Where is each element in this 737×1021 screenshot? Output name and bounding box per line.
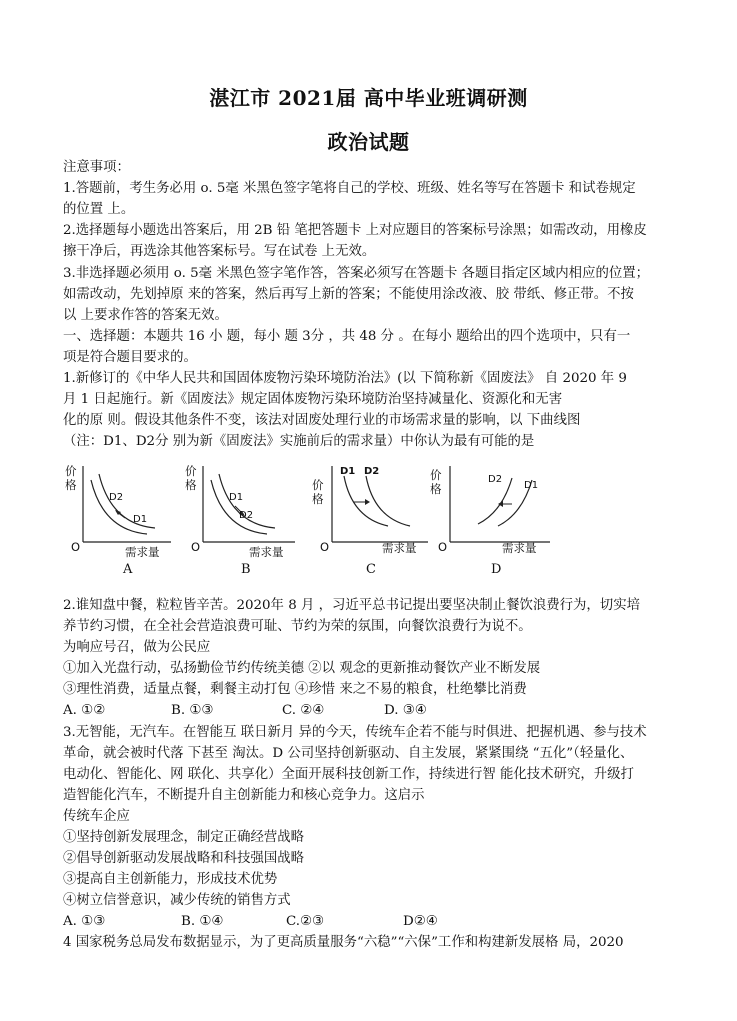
x-axis-label: 需求量 (125, 545, 160, 559)
notes-line: 1.答题前，考生务必用 o. 5毫 米黑色签字笔将自己的学校、班级、姓名等写在答题卡 和试卷规定 (63, 181, 636, 196)
notes-line: 2.选择题每小题选出答案后，用 2B 铅 笔把答题卡 上对应题目的答案标号涂黑；如需改动，用橡皮 (63, 223, 647, 238)
y-axis-label: 价格 (185, 464, 197, 492)
curve-label: D1 (524, 480, 539, 491)
answer-option: C. ②④ (282, 703, 325, 718)
answer-option: D②④ (403, 914, 438, 929)
answer-option: B. ①③ (171, 703, 214, 718)
question-3-statement: ②倡导创新驱动发展战略和科技强国战略 (63, 851, 305, 866)
question-3-statement: ③提高自主创新能力，形成技术优势 (63, 872, 278, 887)
graph-option-label: B (241, 562, 251, 577)
curve-label: D1 (229, 492, 244, 503)
y-axis-label: 价格 (312, 478, 324, 506)
notes-heading: 注意事项： (63, 160, 130, 175)
question-1-text: 1.新修订的《中华人民共和国固体废物污染环境防治法》(以 下简称新《固废法》 自 2020 年 9 (63, 371, 627, 386)
curve-label: D1 (133, 514, 148, 525)
graph-option-a (63, 458, 173, 578)
question-3-text: 传统车企应 (63, 809, 130, 824)
y-axis-label: 价格 (65, 464, 77, 492)
graph-option-label: A (123, 562, 133, 577)
answer-option: B. ①④ (181, 914, 224, 929)
graph-option-label: D (491, 562, 502, 577)
question-2-text: 养节约习惯，在全社会营造浪费可耻、节约为荣的氛围，向餐饮浪费行为说不。 (63, 619, 532, 634)
origin-label: O (191, 540, 201, 554)
notes-line: 3.非选择题必须用 o. 5毫 米黑色签字笔作答，答案必须写在答题卡 各题目指定区域内相应的位置； (63, 266, 650, 281)
question-3-statement: ④树立信誉意识，减少传统的销售方式 (63, 893, 291, 908)
graph-option-b (183, 458, 298, 578)
graph-option-c (312, 458, 432, 578)
graph-option-label: C (366, 562, 376, 577)
curve-label: D2 (109, 492, 124, 503)
curve-label: D1 (340, 466, 356, 477)
page-subtitle: 政治试题 (327, 130, 410, 154)
question-3-text: 3.无智能，无汽车。在智能互 联日新月 异的今天，传统车企若不能与时俱进、把握机遇、参与技术 (63, 725, 647, 740)
graph-option-d (428, 458, 553, 578)
origin-label: O (438, 540, 448, 554)
section-instructions: 项是符合题目要求的。 (63, 350, 197, 365)
question-3-text: 革命，就会被时代落 下甚至 淘汰。D 公司坚持创新驱动、自主发展，紧紧围绕 “五化”（轻量化、 (63, 746, 634, 761)
answer-option: A. ①③ (63, 914, 106, 929)
question-3-statement: ①坚持创新发展理念，制定正确经营战略 (63, 830, 305, 845)
question-1-text: 月 1 日起施行。新《固废法》规定固体废物污染环境防治坚持减量化、资源化和无害 (63, 392, 563, 407)
question-1-text: 化的原 则。假设其他条件不变，该法对固废处理行业的市场需求量的影响，以 下曲线图 (63, 413, 581, 428)
x-axis-label: 需求量 (382, 541, 417, 555)
question-2-statement: ①加入光盘行动，弘扬勤俭节约传统美德 ②以 观念的更新推动餐饮产业不断发展 (63, 661, 541, 676)
question-2-text: 2.谁知盘中餐，粒粒皆辛苦。2020年 8 月 ，习近平总书记提出要坚决制止餐饮浪费行为，切实培 (63, 598, 640, 613)
origin-label: O (71, 540, 81, 554)
answer-option: A. ①② (63, 703, 106, 718)
section-instructions: 一、选择题：本题共 16 小 题，每小 题 3分 ，共 48 分 。在每小 题给出的四个选项中，只有一 (63, 329, 631, 344)
answer-option: D. ③④ (384, 703, 427, 718)
notes-line: 如需改动，先划掉原 来的答案，然后再写上新的答案；不能使用涂改液、胶 带纸、修正带。不按 (63, 287, 634, 302)
origin-label: O (320, 540, 330, 554)
notes-line: 以 上要求作答的答案无效。 (63, 308, 228, 323)
question-3-text: 电动化、智能化、网 联化、共享化）全面开展科技创新工作，持续进行智 能化技术研究，升级打 (63, 767, 634, 782)
question-4-text: 4 国家税务总局发布数据显示，为了更高质量服务“六稳”“六保”工作和构建新发展格 局，2020 (63, 935, 624, 950)
curve-label: D2 (488, 474, 503, 485)
curve-label: D2 (364, 466, 380, 477)
answer-option: C.②③ (286, 914, 325, 929)
question-3-text: 造智能化汽车，不断提升自主创新能力和核心竞争力。这启示 (63, 788, 425, 803)
page-title: 湛江市 2021届 高中毕业班调研测 (209, 86, 528, 110)
question-1-text: （注：D1、D2分 别为新《固废法》实施前后的需求量）中你认为最有可能的是 (63, 434, 535, 449)
notes-line: 的位置 上。 (63, 202, 135, 217)
question-2-statement: ③理性消费，适量点餐，剩餐主动打包 ④珍惜 来之不易的粮食，杜绝攀比消费 (63, 682, 527, 697)
x-axis-label: 需求量 (502, 541, 537, 555)
curve-label: D2 (239, 510, 254, 521)
y-axis-label: 价格 (430, 468, 442, 496)
notes-line: 擦干净后，再选涂其他答案标号。写在试卷 上无效。 (63, 244, 376, 259)
x-axis-label: 需求量 (249, 545, 284, 559)
question-2-text: 为响应号召，做为公民应 (63, 640, 211, 655)
